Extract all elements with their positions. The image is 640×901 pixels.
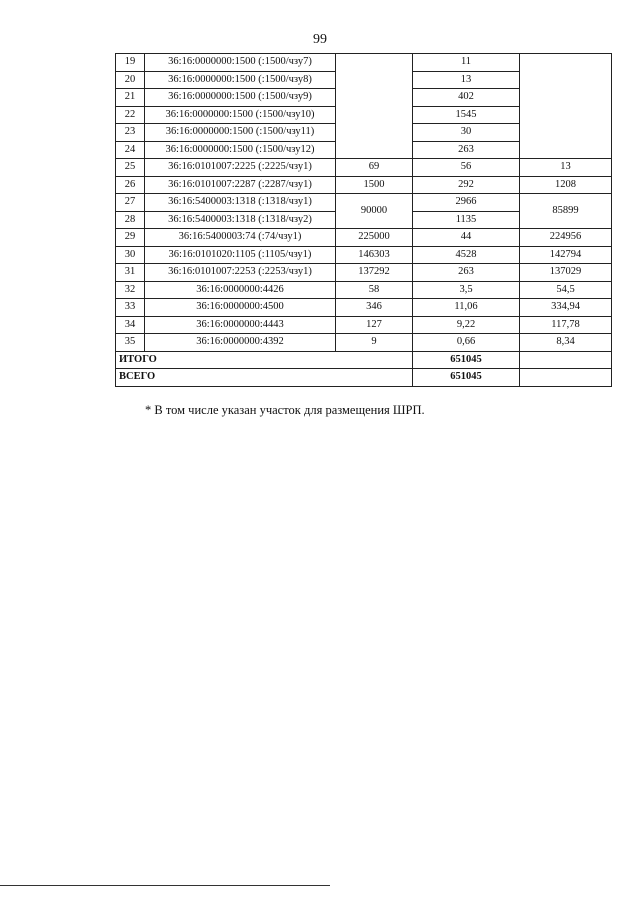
- empty-cell: [520, 369, 612, 387]
- total-area: 1500: [336, 176, 413, 194]
- cadastral-number: 36:16:0000000:1500 (:1500/чзу12): [145, 141, 336, 159]
- row-number: 26: [116, 176, 145, 194]
- remaining-area: 13: [520, 159, 612, 177]
- cadastral-number: 36:16:0000000:1500 (:1500/чзу11): [145, 124, 336, 142]
- total-area: 346: [336, 299, 413, 317]
- cadastral-number: 36:16:5400003:74 (:74/чзу1): [145, 229, 336, 247]
- row-number: 22: [116, 106, 145, 124]
- remaining-area: 137029: [520, 264, 612, 282]
- table-row: [116, 246, 612, 264]
- area-value: 0,66: [413, 334, 520, 352]
- area-value: 56: [413, 159, 520, 177]
- cadastral-number: 36:16:0000000:1500 (:1500/чзу8): [145, 71, 336, 89]
- area-value: 44: [413, 229, 520, 247]
- remaining-area: 8,34: [520, 334, 612, 352]
- total-label: ИТОГО: [116, 351, 413, 369]
- empty-cell: [336, 54, 413, 159]
- table-row: [116, 281, 612, 299]
- cadastral-number: 36:16:0101007:2225 (:2225/чзу1): [145, 159, 336, 177]
- area-value: 13: [413, 71, 520, 89]
- cadastral-number: 36:16:0000000:4500: [145, 299, 336, 317]
- area-value: 3,5: [413, 281, 520, 299]
- area-value: 2966: [413, 194, 520, 212]
- remaining-area: 224956: [520, 229, 612, 247]
- row-number: 25: [116, 159, 145, 177]
- remaining-area: 54,5: [520, 281, 612, 299]
- area-value: 402: [413, 89, 520, 107]
- cadastral-number: 36:16:0000000:1500 (:1500/чзу9): [145, 89, 336, 107]
- area-value: 11: [413, 54, 520, 72]
- row-number: 19: [116, 54, 145, 72]
- total-area: 225000: [336, 229, 413, 247]
- cadastral-number: 36:16:0000000:4443: [145, 316, 336, 334]
- table-row: [116, 159, 612, 177]
- cadastral-number: 36:16:5400003:1318 (:1318/чзу1): [145, 194, 336, 212]
- remaining-area: 142794: [520, 246, 612, 264]
- row-number: 24: [116, 141, 145, 159]
- area-value: 9,22: [413, 316, 520, 334]
- table-row: [116, 334, 612, 352]
- row-number: 32: [116, 281, 145, 299]
- row-number: 23: [116, 124, 145, 142]
- table-row: [116, 194, 612, 212]
- table-row: [116, 264, 612, 282]
- area-value: 30: [413, 124, 520, 142]
- row-number: 21: [116, 89, 145, 107]
- total-area: 146303: [336, 246, 413, 264]
- area-value: 263: [413, 141, 520, 159]
- row-number: 30: [116, 246, 145, 264]
- empty-cell: [520, 351, 612, 369]
- area-value: 263: [413, 264, 520, 282]
- row-number: 27: [116, 194, 145, 212]
- grand-total-label: ВСЕГО: [116, 369, 413, 387]
- land-plots-table: [115, 53, 612, 387]
- table-row: [116, 316, 612, 334]
- remaining-area: 85899: [520, 194, 612, 229]
- cadastral-number: 36:16:0000000:1500 (:1500/чзу7): [145, 54, 336, 72]
- remaining-area: 334,94: [520, 299, 612, 317]
- table-row: [116, 54, 612, 72]
- table-row: [116, 299, 612, 317]
- area-value: 4528: [413, 246, 520, 264]
- cadastral-number: 36:16:0000000:4392: [145, 334, 336, 352]
- row-number: 28: [116, 211, 145, 229]
- table-row: [116, 176, 612, 194]
- table-row: [116, 229, 612, 247]
- cadastral-number: 36:16:0101020:1105 (:1105/чзу1): [145, 246, 336, 264]
- footnote: * В том числе указан участок для размещения ШРП.: [145, 403, 425, 417]
- page-number: 99: [313, 32, 327, 47]
- area-value: 292: [413, 176, 520, 194]
- total-area: 9: [336, 334, 413, 352]
- total-area: 137292: [336, 264, 413, 282]
- row-number: 29: [116, 229, 145, 247]
- row-number: 35: [116, 334, 145, 352]
- bottom-divider: [0, 885, 330, 886]
- row-number: 34: [116, 316, 145, 334]
- total-area: 58: [336, 281, 413, 299]
- cadastral-number: 36:16:0101007:2253 (:2253/чзу1): [145, 264, 336, 282]
- empty-cell: [520, 54, 612, 159]
- cadastral-number: 36:16:5400003:1318 (:1318/чзу2): [145, 211, 336, 229]
- area-value: 1545: [413, 106, 520, 124]
- row-number: 31: [116, 264, 145, 282]
- cadastral-number: 36:16:0101007:2287 (:2287/чзу1): [145, 176, 336, 194]
- row-number: 20: [116, 71, 145, 89]
- cadastral-number: 36:16:0000000:4426: [145, 281, 336, 299]
- remaining-area: 1208: [520, 176, 612, 194]
- grand-total-value: 651045: [413, 369, 520, 387]
- cadastral-number: 36:16:0000000:1500 (:1500/чзу10): [145, 106, 336, 124]
- total-area: 127: [336, 316, 413, 334]
- total-row: [116, 351, 612, 369]
- area-value: 1135: [413, 211, 520, 229]
- row-number: 33: [116, 299, 145, 317]
- area-value: 11,06: [413, 299, 520, 317]
- remaining-area: 117,78: [520, 316, 612, 334]
- total-value: 651045: [413, 351, 520, 369]
- total-area: 69: [336, 159, 413, 177]
- grand-total-row: [116, 369, 612, 387]
- total-area: 90000: [336, 194, 413, 229]
